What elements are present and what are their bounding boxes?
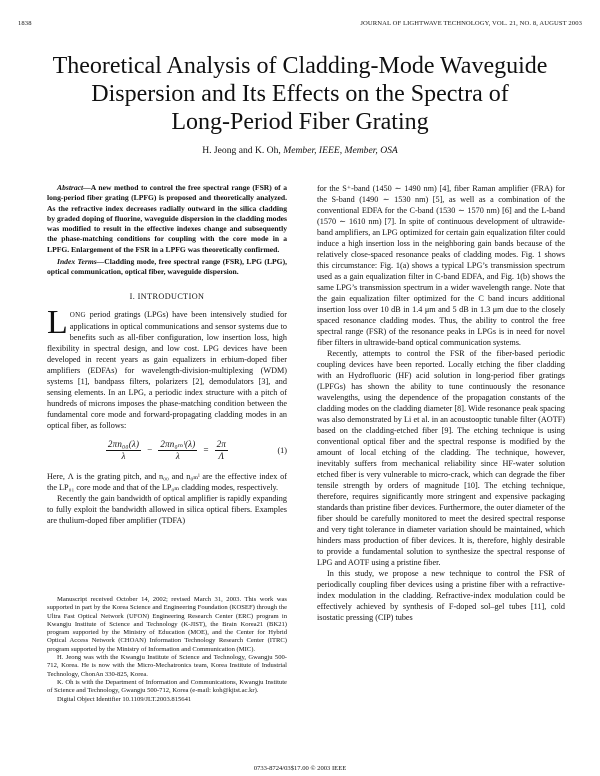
- first-word-rest: ONG: [69, 310, 86, 319]
- index-terms: [47, 257, 287, 278]
- journal-header: JOURNAL OF LIGHTWAVE TECHNOLOGY, VOL. 21, NO. 8, AUGUST 2003: [360, 20, 582, 27]
- eq-rhs-num: 2π: [216, 438, 227, 449]
- author-line: [20, 145, 580, 156]
- index-terms-text: Cladding mode, free spectral range (FSR), LPG (LPG), optical communication, optical fiber, waveguide dispersion.: [47, 257, 287, 277]
- right-paragraph-2: Recently, attempts to control the FSR of the fiber-based periodic coupling devices have been reported. Locally etching the fiber cladding with an Hydrofluoric (HF) acid solution in long-period fiber gratings (LPFGs) has shown the ability to tune continuously the resonance wavelengths, using the dependence of the propagation constants of the cladding modes on the cladding diameter [8]. Wide resonance peak spacing was also demonstrated by Li et al. in an acoustooptic tunable filter (AOTF) based on the cladding-etched fiber [9]. The etching technique is using conventional optical fiber and the spectral response is modified by the amount of local etching of the cladding. The technique, however, inevitably suffers from mechanical reliability since HF-water solution etched fiber is very vulnerable to micro-crack, which can degrade the fiber tensile strength by orders of magnitude [10]. The etching technique, therefore, requires significantly more stringent and expensive packaging standards than pristine fiber devices. Furthermore, the outer diameter of the fiber should be carefully monitored to meet the desired spectral response and very tight tolerance in diameter variation should be maintained, which hinders mass production of fiber devices. It is, therefore, highly desirable to provide a fundamental solution to synthesize the spectral response of LPG and AOTF using a pristine fiber.: [317, 349, 565, 567]
- intro-paragraph-2: Here, Λ is the grating pitch, and n₀₀ and n₀ₘˡ are the effective index of the LP₀₁ core mode and that of the LP₀ₘ cladding modes, respectively.: [47, 471, 287, 492]
- intro-paragraph-3: Recently the gain bandwidth of optical amplifier is rapidly expanding to fully exploit the bandwidth allowed in silica optical fibers. Examples are thulium-doped fiber amplifier (TDFA): [47, 493, 287, 525]
- abstract: [47, 183, 287, 255]
- author-affiliation: Member, IEEE, Member, OSA: [283, 145, 398, 156]
- right-column: [317, 183, 565, 623]
- equation-number: (1): [277, 445, 287, 455]
- author-names: H. Jeong and K. Oh,: [202, 145, 281, 156]
- right-paragraph-3: In this study, we propose a new technique to control the FSR of periodically coupling fiber devices using a pristine fiber with a refractive-index modulation in the cladding. Refractive-index modulation could be effectively achieved by synthesis of F-doped sol–gel tubes [11], cold isostatic pressing (CIP) tubes: [317, 569, 565, 622]
- eq-term1: [106, 439, 141, 462]
- left-column: [47, 183, 287, 526]
- paper-title: [20, 52, 580, 136]
- eq-minus: −: [146, 444, 153, 455]
- eq-equals: =: [202, 444, 210, 455]
- section-heading: I. INTRODUCTION: [129, 291, 205, 301]
- eq-term2: [158, 439, 197, 462]
- abstract-label: Abstract—: [57, 183, 91, 192]
- title-line-1: Theoretical Analysis of Cladding-Mode Waveguide: [52, 53, 548, 79]
- footnote-doi: Digital Object Identifier 10.1109/JLT.2003.815641: [57, 695, 192, 703]
- copyright-footer: 0733-8724/03$17.00 © 2003 IEEE: [253, 765, 347, 772]
- intro-paragraph-1: [47, 303, 287, 431]
- eq-term2-num: 2πn₀ₘˡ(λ): [160, 438, 196, 449]
- title-line-2: Dispersion and Its Effects on the Spectra of: [91, 81, 509, 107]
- eq-term1-den: λ: [121, 450, 126, 461]
- page-number: 1838: [18, 20, 32, 27]
- footnote-jeong: H. Jeong was with the Kwangju Institute of Science and Technology, Gwangju 500-712, Korea. He is now with the Micro-Mechatronics team, Korea Institute of Industrial Technology, ChonAn 330-825, Korea.: [47, 654, 287, 678]
- eq-term2-den: λ: [175, 450, 180, 461]
- eq-rhs-den: Λ: [218, 450, 225, 461]
- footnote-oh: K. Oh is with the Department of Information and Communications, Kwangju Institute of Science and Technology, Gwangju 500-712, Korea (e-mail: koh@kjist.ac.kr).: [47, 678, 287, 695]
- dropcap-letter: L: [47, 303, 68, 341]
- intro-para1-text: period gratings (LPGs) have been intensively studied for applications in optical communications and sensor systems due to benefits such as all-fiber configuration, low insertion loss, high flexibility in spectral design, and low cost. LPG devices have been developed in recent years as gain equalizers in erbium-doped fiber amplifiers (EDFAs) for wavelength-division-multiplexing (WDM) systems [1], bandpass filters, polarizers [2], demodulators [3], and sensing elements. In an LPG, a periodic index structure with a pitch of hundreds of microns imposes the phase-matching condition between the fundamental core mode and forward-propagating cladding modes in an optical fiber, as follows:: [47, 309, 287, 430]
- eq-term1-num: 2πn₀₀(λ): [107, 438, 140, 449]
- footnote-manuscript: Manuscript received October 14, 2002; revised March 31, 2003. This work was supported in part by the Korea Science and Engineering Foundation (KOSEF) through the Ultra Fast Optical Network (UFON) Engineering Research Center (ERC) program in Kwangju Institute of Science and Technology (K-JIST), the Brain Korea21 (BK21) program supported by the Ministry of Education (MOE), and the Center for Hybrid Optical Access Network (CHOAN) Information Technology Research Center (ITRC) program supported by the Ministry of Information and Communication (MIC).: [47, 596, 287, 653]
- title-line-3: Long-Period Fiber Grating: [171, 109, 429, 135]
- index-terms-label: Index Terms—: [57, 257, 105, 267]
- right-paragraph-1: for the S⁺-band (1450 ∼ 1490 nm) [4], fiber Raman amplifier (FRA) for the S-band (1490 ∼ 1530 nm) [5], as well as a combination of the conventional EDFA for the C-band (1530 ∼ 1570 nm) [6] and the L-band (1570 ∼ 1610 nm) [7]. In spite of continuous development of ultrawide-band amplifiers, an LPG optimized for certain gain equalization filter could induce a high insertion loss in the neighboring gain bands because of the relatively close-spaced resonance peaks of cladding modes. Fig. 1 shows this circumstance: Fig. 1(a) shows a typical LPG’s transmission spectrum used as a gain equalization filter in C-band EDFA, and Fig. 1(b) shows the same LPG’s transmission spectrum in a wider wavelength range. Note that the gain equalization filter optimized for the C band incurs additional insertion loss over 10 dB in 1.4 μm and 5 dB in 1.3 μm due to the closely spaced resonance cladding modes. Thus, the ability to control the free spectral range (FSR) of the resonance peaks in LPGs is in need for novel fiber filters in ultrawide-band optical communication systems.: [317, 184, 565, 347]
- eq-rhs: [215, 439, 228, 462]
- footnotes: [47, 596, 287, 704]
- equation-body: [103, 439, 231, 462]
- abstract-text: A new method to control the free spectral range (FSR) of a long-period fiber grating (LPFG) is proposed and theoretically analyzed. As the refractive index decreases radially outward in the silica cladding by graded doping of fluorine, waveguide dispersion in the cladding modes was modified to result in the effective indexes change and subsequently the phase-matching conditions for coupling with the core mode in a LPFG. Enlargement of the FSR in a LPFG was theoretically confirmed.: [47, 183, 287, 254]
- equation-1: [47, 439, 287, 465]
